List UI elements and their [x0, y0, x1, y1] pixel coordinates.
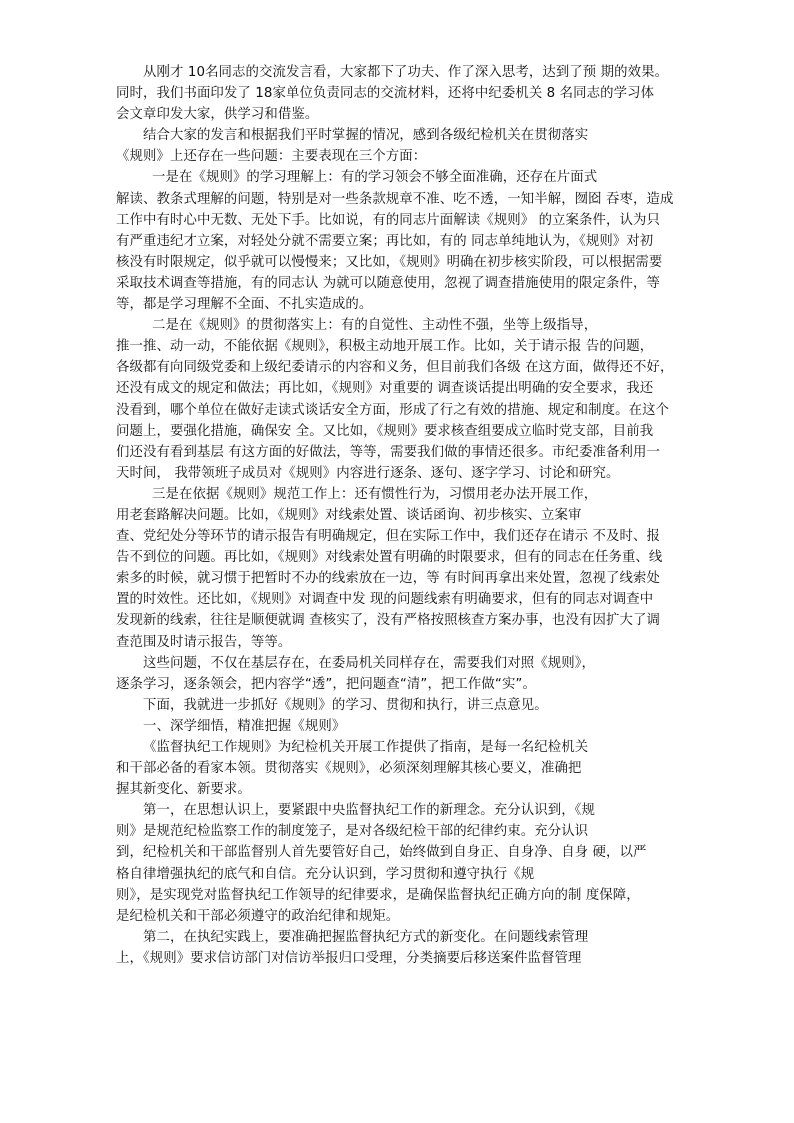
- text-line: 查范围及时请示报告，等等。: [116, 634, 292, 650]
- text-line: 下面，我就进一步抓好《规则》的学习、贯彻和执行，讲三点意见。: [143, 697, 548, 713]
- text-line: 从刚才 10名同志的交流发言看，大家都下了功夫、作了深入思考，达到了预 期的效果。: [143, 65, 669, 80]
- text-line: 等，都是学习理解不全面、不扎实造成的。: [116, 297, 373, 313]
- text-line: 们还没有看到基层 有这方面的好做法，等等，需要我们做的事情还很多。市纪委准备利用一: [116, 444, 660, 460]
- text-line: 到，纪检机关和干部监督别人首先要管好自己，始终做到自身正、自身净、自身 硬，以严: [116, 845, 647, 861]
- text-line: 有严重违纪才立案，对轻处分就不需要立案；再比如，有的 同志单纯地认为，《规则》对初: [116, 233, 654, 249]
- text-line: 这些问题，不仅在基层存在，在委局机关同样存在，需要我们对照《规则》，: [143, 655, 595, 671]
- text-line: 第一，在思想认识上，要紧跟中央监督执纪工作的新理念。充分认识到，《规: [143, 803, 595, 819]
- text-line: 结合大家的发言和根据我们平时掌握的情况，感到各级纪检机关在贯彻落实: [143, 128, 589, 144]
- text-line: 天时间， 我带领班子成员对《规则》内容进行逐条、逐句、逐字学习、讨论和研究。: [116, 465, 620, 481]
- text-line: 核没有时限规定，似乎就可以慢慢来；又比如，《规则》明确在初步核实阶段，可以根据需要: [116, 254, 663, 270]
- text-line: 《规则》上还存在一些问题：主要表现在三个方面：: [116, 149, 427, 165]
- text-line: 索多的时候，就习惯于把暂时不办的线索放在一边，等 有时间再拿出来处置，忽视了线索处: [116, 571, 660, 587]
- text-line: 还没有成文的规定和做法；再比如，《规则》对重要的 调查谈话提出明确的安全要求，我还: [116, 381, 654, 397]
- text-line: 第二，在执纪实践上，要准确把握监督执纪方式的新变化。在问题线索管理: [143, 929, 589, 945]
- text-line: 问题上，要强化措施，确保安 全。又比如，《规则》要求核查组要成立临时党支部，目前我: [116, 423, 654, 439]
- text-line: 推一推、动一动，不能依据《规则》，积极主动地开展工作。比如，关于请示报 告的问题，: [116, 339, 654, 355]
- text-line: 发现新的线索，往往是顺便就调 查核实了，没有严格按照核查方案办事，也没有因扩大了调: [116, 613, 660, 629]
- text-line: 各级都有向同级党委和上级纪委请示的内容和义务，但目前我们各级 在这方面，做得还不好，: [116, 360, 674, 376]
- text-line: 三是在依据《规则》规范工作上：还有惯性行为，习惯用老办法开展工作，: [152, 486, 598, 502]
- text-line: 同时，我们书面印发了 18家单位负责同志的交流材料，还将中纪委机关 8 名同志的学习体: [116, 86, 655, 102]
- text-line: 逐条学习，逐条领会，把内容学“透”，把问题查“清”，把工作做“实”。: [116, 676, 536, 692]
- text-line: 没看到，哪个单位在做好走读式谈话安全方面，形成了行之有效的措施、规定和制度。在这个: [116, 402, 670, 418]
- text-line: 采取技术调查等措施，有的同志认 为就可以随意使用，忽视了调查措施使用的限定条件，等: [116, 275, 660, 291]
- text-line: 格自律增强执纪的底气和自信。充分认识到，学习贯彻和遵守执行《规: [116, 866, 535, 882]
- text-line: 一、深学细悟，精准把握《规则》: [143, 718, 346, 734]
- text-line: 则》，是实现党对监督执纪工作领导的纪律要求，是确保监督执纪正确方向的制 度保障，: [116, 887, 640, 903]
- text-line: 一是在《规则》的学习理解上：有的学习领会不够全面准确，还存在片面式: [152, 170, 598, 186]
- text-line: 《监督执纪工作规则》为纪检机关开展工作提供了指南，是每一名纪检机关: [143, 740, 589, 755]
- text-line: 会文章印发大家，供学习和借鉴。: [116, 107, 319, 123]
- text-line: 则》是规范纪检监察工作的制度笼子，是对各级纪检干部的纪律约束。充分认识: [116, 824, 589, 840]
- text-line: 握其新变化、新要求。: [116, 782, 251, 798]
- text-line: 工作中有时心中无数、无处下手。比如说，有的同志片面解读《规则》 的立案条件，认为只: [116, 212, 660, 228]
- text-line: 二是在《规则》的贯彻落实上：有的自觉性、主动性不强，坐等上级指导，: [152, 318, 598, 334]
- text-line: 上，《规则》要求信访部门对信访举报归口受理，分类摘要后移送案件监督管理: [116, 950, 582, 966]
- text-line: 解读、教条式理解的问题，特别是对一些条款规章不准、吃不透，一知半解，囫囵 吞枣，造成: [116, 191, 674, 207]
- text-line: 置的时效性。还比如，《规则》对调查中发 现的问题线索有明确要求，但有的同志对调查中: [116, 592, 654, 608]
- document-body: [116, 62, 690, 969]
- text-line: 告不到位的问题。再比如，《规则》对线索处置有明确的时限要求，但有的同志在任务重、线: [116, 550, 663, 566]
- text-line: 是纪检机关和干部必须遵守的政治纪律和规矩。: [116, 908, 400, 924]
- text-line: 查、党纪处分等环节的请示报告有明确规定，但在实际工作中，我们还存在请示 不及时、报: [116, 529, 660, 545]
- text-line: 和干部必备的看家本领。贯彻落实《规则》，必须深刻理解其核心要义，准确把: [116, 761, 582, 777]
- text-line: 用老套路解决问题。比如，《规则》对线索处置、谈话函询、初步核实、立案审: [116, 507, 582, 523]
